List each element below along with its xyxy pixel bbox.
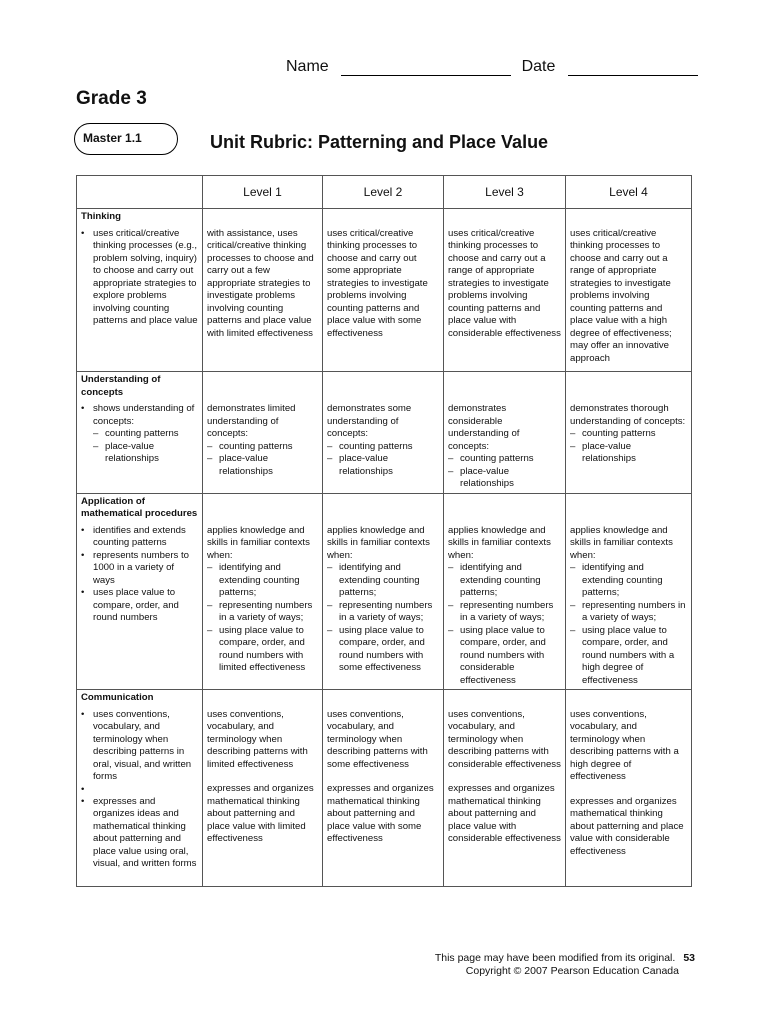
level-lead: demonstrates limited understanding of concepts: — [207, 403, 296, 439]
level-text: expresses and organizes mathematical thinking about patterning and place value with considerable effectiveness — [570, 795, 684, 857]
name-date-line — [286, 58, 706, 82]
copyright-text: Copyright © 2007 Pearson Education Canada — [465, 965, 679, 977]
level-text: uses conventions, vocabulary, and terminology when describing patterns with a high degree of effectiveness — [570, 708, 679, 782]
level-item: – identifying and extending counting patterns; — [207, 562, 318, 600]
level-item: – representing numbers in a variety of ways; — [448, 600, 561, 625]
name-label: Name — [286, 58, 329, 75]
level-lead: applies knowledge and skills in familiar contexts when: — [570, 524, 673, 561]
criterion-subitem: – place-value relationships — [93, 441, 198, 466]
master-badge: Master 1.1 — [74, 123, 178, 155]
level-text: uses conventions, vocabulary, and terminology when describing patterns with considerable effectiveness — [448, 708, 561, 770]
level-item: – place-value relationships — [570, 441, 687, 466]
level-text: expresses and organizes mathematical thinking about patterning and place value with limited effectiveness — [207, 783, 314, 844]
table-row — [77, 209, 692, 226]
level-text: expresses and organizes mathematical thinking about patterning and place value with considerable effectiveness — [448, 783, 561, 844]
level-item: – identifying and extending counting patterns; — [448, 562, 561, 600]
table-row — [77, 372, 692, 402]
level-item: – counting patterns — [570, 428, 687, 441]
level-lead: applies knowledge and skills in familiar contexts when: — [448, 524, 551, 561]
category-label: Application of mathematical procedures — [77, 493, 203, 523]
category-label: Understanding of concepts — [77, 372, 203, 402]
table-row — [77, 493, 692, 523]
category-label: Communication — [77, 690, 203, 707]
criterion-text: • represents numbers to 1000 in a variety of ways — [81, 550, 198, 588]
level-text: uses conventions, vocabulary, and terminology when describing patterns with limited effectiveness — [207, 708, 308, 770]
page-footer — [380, 952, 695, 978]
rubric-table — [76, 175, 692, 887]
category-label: Thinking — [77, 209, 203, 226]
date-label: Date — [521, 58, 556, 75]
table-row — [77, 523, 692, 690]
level-item: – counting patterns — [448, 453, 561, 466]
criterion-text: • uses conventions, vocabulary, and terminology when describing patterns in oral, visual, and written forms — [81, 709, 198, 784]
level-item: – using place value to compare, order, and round numbers with some effectiveness — [327, 625, 439, 675]
table-row — [77, 226, 692, 372]
level-item: – identifying and extending counting patterns; — [327, 562, 439, 600]
criterion-text: • uses critical/creative thinking processes (e.g., problem solving, inquiry) to choose and carry out appropriate strategies to explore problems involving counting patterns and place value — [81, 228, 198, 328]
level-lead: demonstrates considerable understanding of concepts: — [448, 403, 520, 452]
level-item: – counting patterns — [207, 441, 318, 454]
level-item: – place-value relationships — [207, 453, 318, 478]
level-item: – representing numbers in a variety of ways; — [570, 600, 687, 625]
date-field[interactable] — [568, 61, 698, 76]
table-row — [77, 690, 692, 707]
table-row — [77, 401, 692, 493]
level-lead: demonstrates thorough understanding of concepts: — [570, 403, 686, 427]
level-text: expresses and organizes mathematical thinking about patterning and place value with some effectiveness — [327, 783, 434, 844]
spacer — [81, 784, 198, 796]
column-header: Level 2 — [323, 176, 444, 209]
level-item: – using place value to compare, order, and round numbers with limited effectiveness — [207, 625, 318, 675]
header-blank-cell — [77, 176, 203, 209]
column-header: Level 3 — [444, 176, 566, 209]
table-header-row — [77, 176, 692, 209]
level-cell: uses critical/creative thinking processes to choose and carry out a range of appropriate strategies to investigate problems involving counting patterns and place value with considerable effectiveness — [444, 226, 566, 372]
criterion-text: • identifies and extends counting patterns — [81, 525, 198, 550]
level-cell: uses critical/creative thinking processes to choose and carry out some appropriate strategies to investigate problems involving counting patterns and place value with some effectiveness — [323, 226, 444, 372]
table-row — [77, 707, 692, 887]
level-item: – using place value to compare, order, and round numbers with considerable effectiveness — [448, 625, 561, 688]
level-item: – counting patterns — [327, 441, 439, 454]
level-cell: with assistance, uses critical/creative thinking processes to choose and carry out a few appropriate strategies to investigate problems involving counting patterns and place value with limited effectiveness — [203, 226, 323, 372]
criterion-text: • expresses and organizes ideas and mathematical thinking about patterning and place value using oral, visual, and written forms — [81, 796, 198, 871]
level-text: uses conventions, vocabulary, and terminology when describing patterns with some effectiveness — [327, 708, 428, 770]
criterion-text: • uses place value to compare, order, and round numbers — [81, 587, 198, 625]
column-header: Level 4 — [566, 176, 692, 209]
level-item: – representing numbers in a variety of ways; — [327, 600, 439, 625]
criterion-text: shows understanding of concepts: — [93, 403, 195, 427]
level-item: – place-value relationships — [448, 466, 561, 491]
level-item: – representing numbers in a variety of ways; — [207, 600, 318, 625]
name-field[interactable] — [341, 61, 511, 76]
level-lead: applies knowledge and skills in familiar contexts when: — [327, 524, 430, 561]
modified-note: This page may have been modified from its original. — [434, 952, 676, 964]
level-item: – place-value relationships — [327, 453, 439, 478]
page-number: 53 — [683, 952, 695, 964]
criterion-subitem: – counting patterns — [93, 428, 198, 441]
level-lead: demonstrates some understanding of concepts: — [327, 403, 412, 439]
page-title: Unit Rubric: Patterning and Place Value — [210, 132, 549, 152]
column-header: Level 1 — [203, 176, 323, 209]
level-item: – using place value to compare, order, and round numbers with a high degree of effectiveness — [570, 625, 687, 688]
grade-heading: Grade 3 — [76, 88, 147, 109]
level-lead: applies knowledge and skills in familiar contexts when: — [207, 524, 310, 561]
level-cell: uses critical/creative thinking processes to choose and carry out a range of appropriate strategies to investigate problems involving counting patterns and place value with a high degree of effectiveness; may offer an innovative approach — [566, 226, 692, 372]
level-item: – identifying and extending counting patterns; — [570, 562, 687, 600]
